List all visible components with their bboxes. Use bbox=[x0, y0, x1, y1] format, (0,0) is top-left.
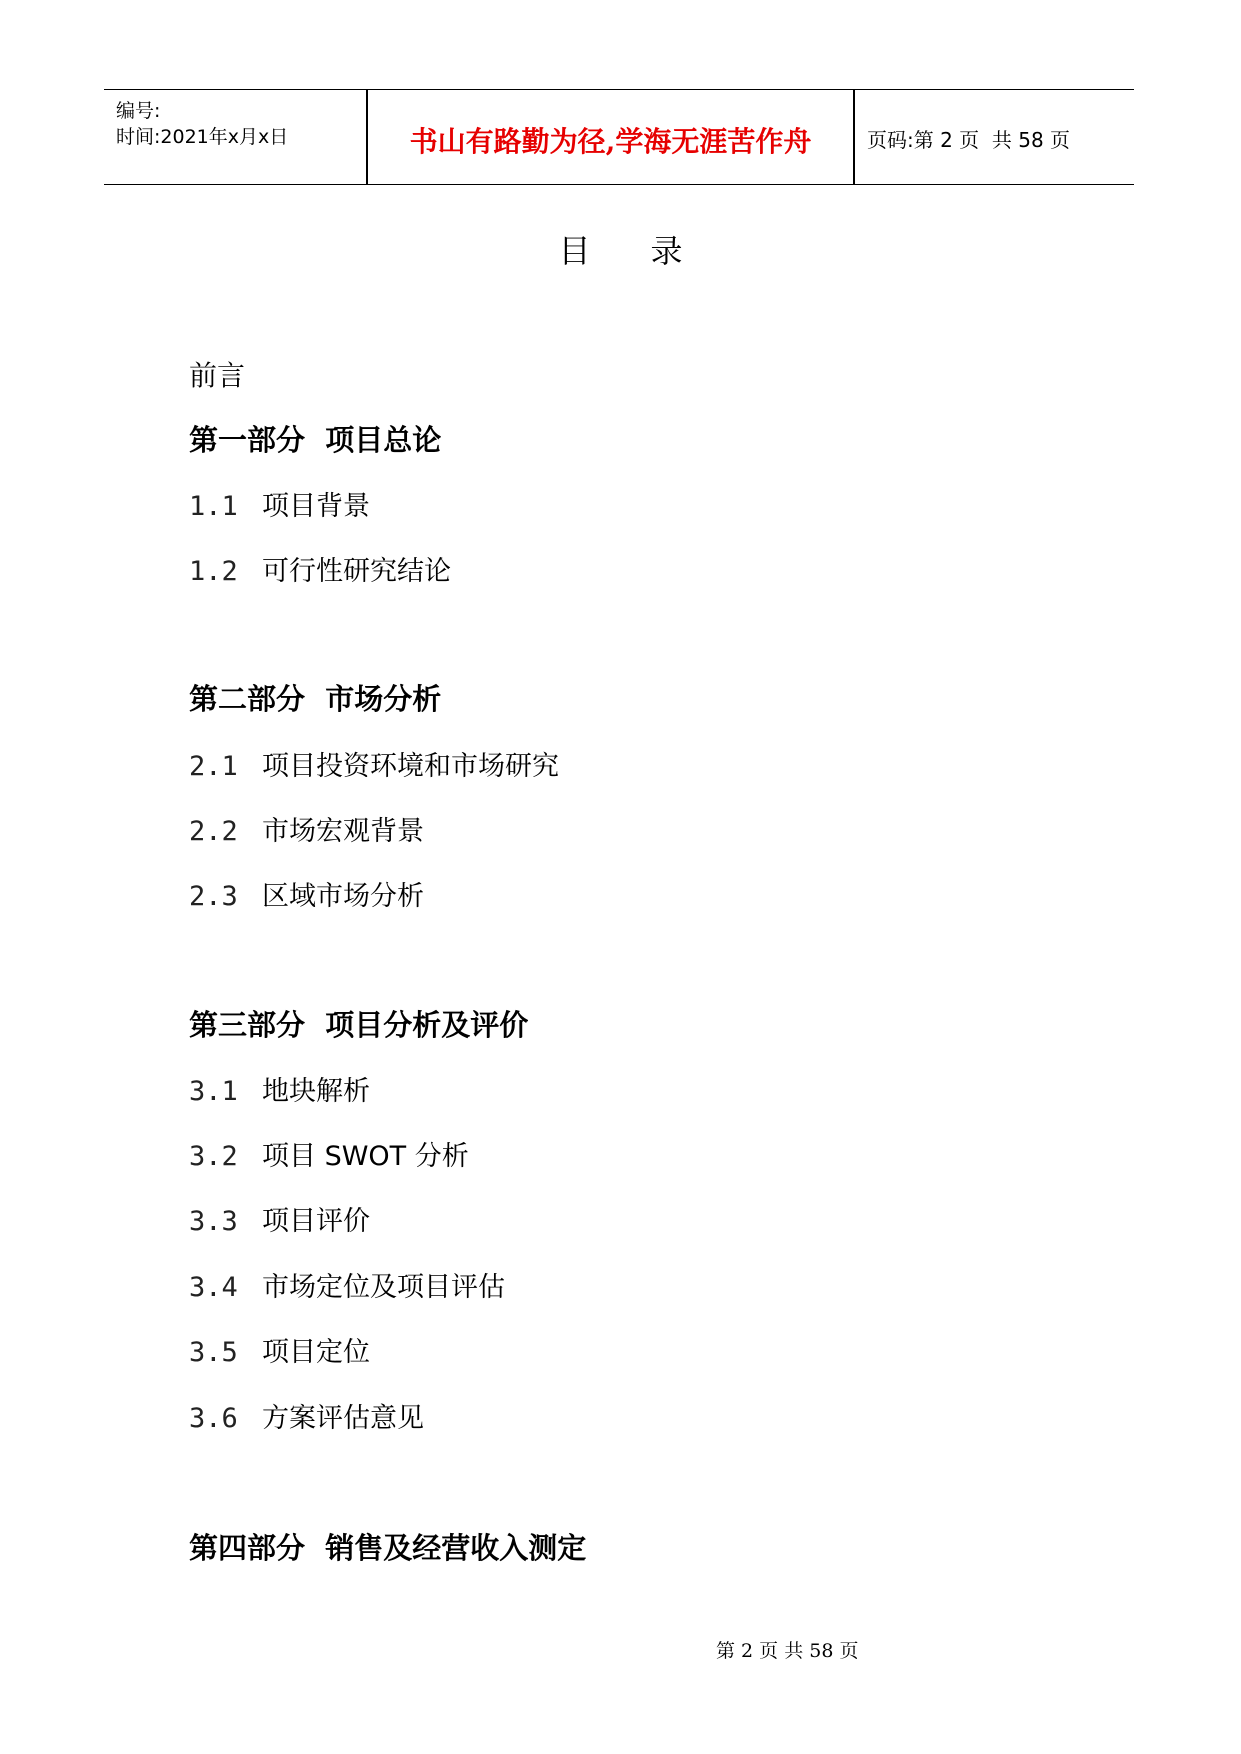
toc-entry-number: 3.6 bbox=[189, 1403, 238, 1434]
toc-preface[interactable]: 前言 bbox=[189, 359, 246, 392]
toc-entry[interactable] bbox=[189, 809, 424, 848]
page-header bbox=[104, 89, 1134, 185]
toc-entry-number: 3.4 bbox=[189, 1272, 238, 1303]
toc-entry-number: 3.1 bbox=[189, 1076, 238, 1107]
toc-entry-text: 区域市场分析 bbox=[262, 881, 424, 912]
toc-entry[interactable] bbox=[189, 549, 451, 588]
toc-entry-text: 项目背景 bbox=[262, 491, 370, 522]
toc-entry-text: 方案评估意见 bbox=[262, 1403, 424, 1434]
toc-entry-number: 1.1 bbox=[189, 491, 238, 522]
header-meta bbox=[116, 90, 366, 184]
toc-entry-number: 1.2 bbox=[189, 556, 238, 587]
toc-entry[interactable] bbox=[189, 1069, 370, 1108]
header-page-info: 页码:第 2 页 共 58 页 bbox=[867, 128, 1071, 152]
page-footer: 第 2 页 共 58 页 bbox=[716, 1640, 859, 1662]
toc-entry-text: 项目投资环境和市场研究 bbox=[262, 751, 559, 782]
toc-entry[interactable] bbox=[189, 1134, 469, 1173]
toc-entry-text: 市场定位及项目评估 bbox=[262, 1272, 505, 1303]
toc-entry[interactable] bbox=[189, 744, 559, 783]
toc-entry-number: 3.3 bbox=[189, 1206, 238, 1237]
toc-entry-text: 地块解析 bbox=[262, 1076, 370, 1107]
document-number-label: 编号: bbox=[116, 100, 161, 122]
toc-entry-text: 项目定位 bbox=[262, 1337, 370, 1368]
document-date: 时间:2021年x月x日 bbox=[116, 126, 289, 148]
toc-entry[interactable] bbox=[189, 1330, 370, 1369]
toc-entry-number: 2.1 bbox=[189, 751, 238, 782]
header-motto: 书山有路勤为径,学海无涯苦作舟 bbox=[409, 125, 812, 158]
toc-entry-text: 可行性研究结论 bbox=[262, 556, 451, 587]
toc-entry-text: 市场宏观背景 bbox=[262, 816, 424, 847]
toc-entry[interactable] bbox=[189, 484, 370, 523]
toc-part-2[interactable]: 第二部分 市场分析 bbox=[189, 682, 442, 716]
toc-part-1[interactable]: 第一部分 项目总论 bbox=[189, 423, 442, 457]
toc-entry[interactable] bbox=[189, 1396, 424, 1435]
toc-entry[interactable] bbox=[189, 1199, 370, 1238]
toc-entry[interactable] bbox=[189, 1265, 505, 1304]
toc-entry[interactable] bbox=[189, 874, 424, 913]
toc-entry-number: 3.5 bbox=[189, 1337, 238, 1368]
toc-entry-text: 项目评价 bbox=[262, 1206, 370, 1237]
toc-part-4[interactable]: 第四部分 销售及经营收入测定 bbox=[189, 1531, 587, 1565]
toc-entry-text: 项目 SWOT 分析 bbox=[262, 1141, 469, 1172]
toc-entry-number: 2.3 bbox=[189, 881, 238, 912]
toc-part-3[interactable]: 第三部分 项目分析及评价 bbox=[189, 1008, 529, 1042]
page-title: 目录 bbox=[558, 232, 743, 270]
header-divider bbox=[853, 90, 855, 184]
toc-entry-number: 2.2 bbox=[189, 816, 238, 847]
toc-entry-number: 3.2 bbox=[189, 1141, 238, 1172]
